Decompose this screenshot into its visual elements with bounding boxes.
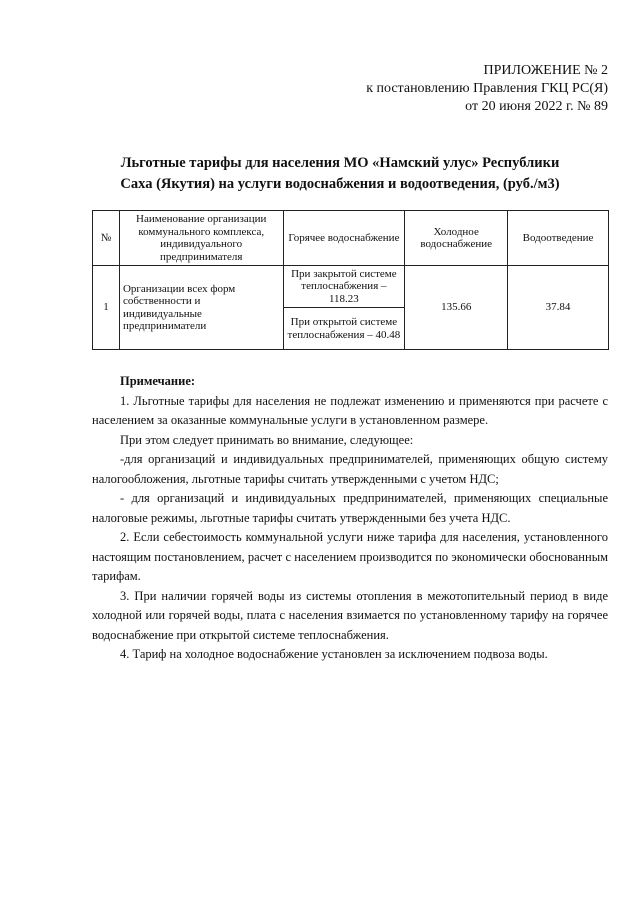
row-hot-closed: При закрытой системе теплоснабжения – 118.23 — [283, 266, 405, 308]
row-hot-open: При открытой системе теплоснабжения – 40.48 — [283, 308, 405, 350]
note-paragraph-7: 4. Тариф на холодное водоснабжение установлен за исключением подвоза воды. — [120, 647, 548, 661]
note-paragraph-4: - для организаций и индивидуальных предпринимателей, применяющих специальные налоговые режимы, льготные тарифы считать утвержденными без учета НДС. — [92, 491, 608, 525]
header-hot-water: Горячее водоснабжение — [283, 211, 405, 266]
row-drain-value: 37.84 — [508, 266, 609, 350]
note-heading: Примечание: — [120, 374, 196, 388]
row-num: 1 — [93, 266, 120, 350]
document-title — [70, 153, 610, 195]
note-paragraph-2: При этом следует принимать во внимание, следующее: — [120, 432, 414, 447]
note-paragraph-5: 2. Если себестоимость коммунальной услуги ниже тарифа для населения, установленного настоящим постановлением, расчет с населением производится по экономически обоснованным тарифам. — [92, 530, 608, 583]
row-cold-value: 135.66 — [405, 266, 508, 350]
appendix-date: от 20 июня 2022 г. № 89 — [465, 99, 608, 114]
note-paragraph-6: 3. При наличии горячей воды из системы отопления в межотопительный период в виде холодной или горячей воды, плата с населения взимается по установленному тарифу на горячее водоснабжение при открытой системе теплоснабжения. — [92, 588, 608, 642]
header-num: № — [93, 211, 120, 266]
header-org: Наименование организации коммунального комплекса, индивидуального предпринимателя — [119, 211, 283, 266]
row-org: Организации всех форм собственности и индивидуальные предприниматели — [119, 266, 283, 350]
header-cold-water: Холодное водоснабжение — [405, 211, 508, 266]
note-paragraph-1: 1. Льготные тарифы для населения не подлежат изменению и применяются при расчете с населением за оказанные коммунальные услуги в установленном размере. — [92, 393, 608, 427]
table-row — [93, 266, 609, 308]
appendix-resolution: к постановлению Правления ГКЦ РС(Я) — [366, 81, 608, 96]
title-line-1: Льготные тарифы для населения МО «Намский улус» Республики — [120, 155, 560, 171]
title-line-2: Саха (Якутия) на услуги водоснабжения и водоотведения, (руб./м3) — [120, 176, 560, 192]
header-drainage: Водоотведение — [508, 211, 609, 266]
appendix-number: ПРИЛОЖЕНИЕ № 2 — [483, 63, 608, 78]
note-section — [92, 372, 608, 665]
table-header-row — [93, 211, 609, 266]
note-paragraph-3: -для организаций и индивидуальных предпринимателей, применяющих общую систему налогообложения, льготные тарифы считать утвержденными с учетом НДС; — [92, 452, 608, 486]
tariff-table — [92, 210, 609, 350]
appendix-block — [366, 62, 608, 116]
